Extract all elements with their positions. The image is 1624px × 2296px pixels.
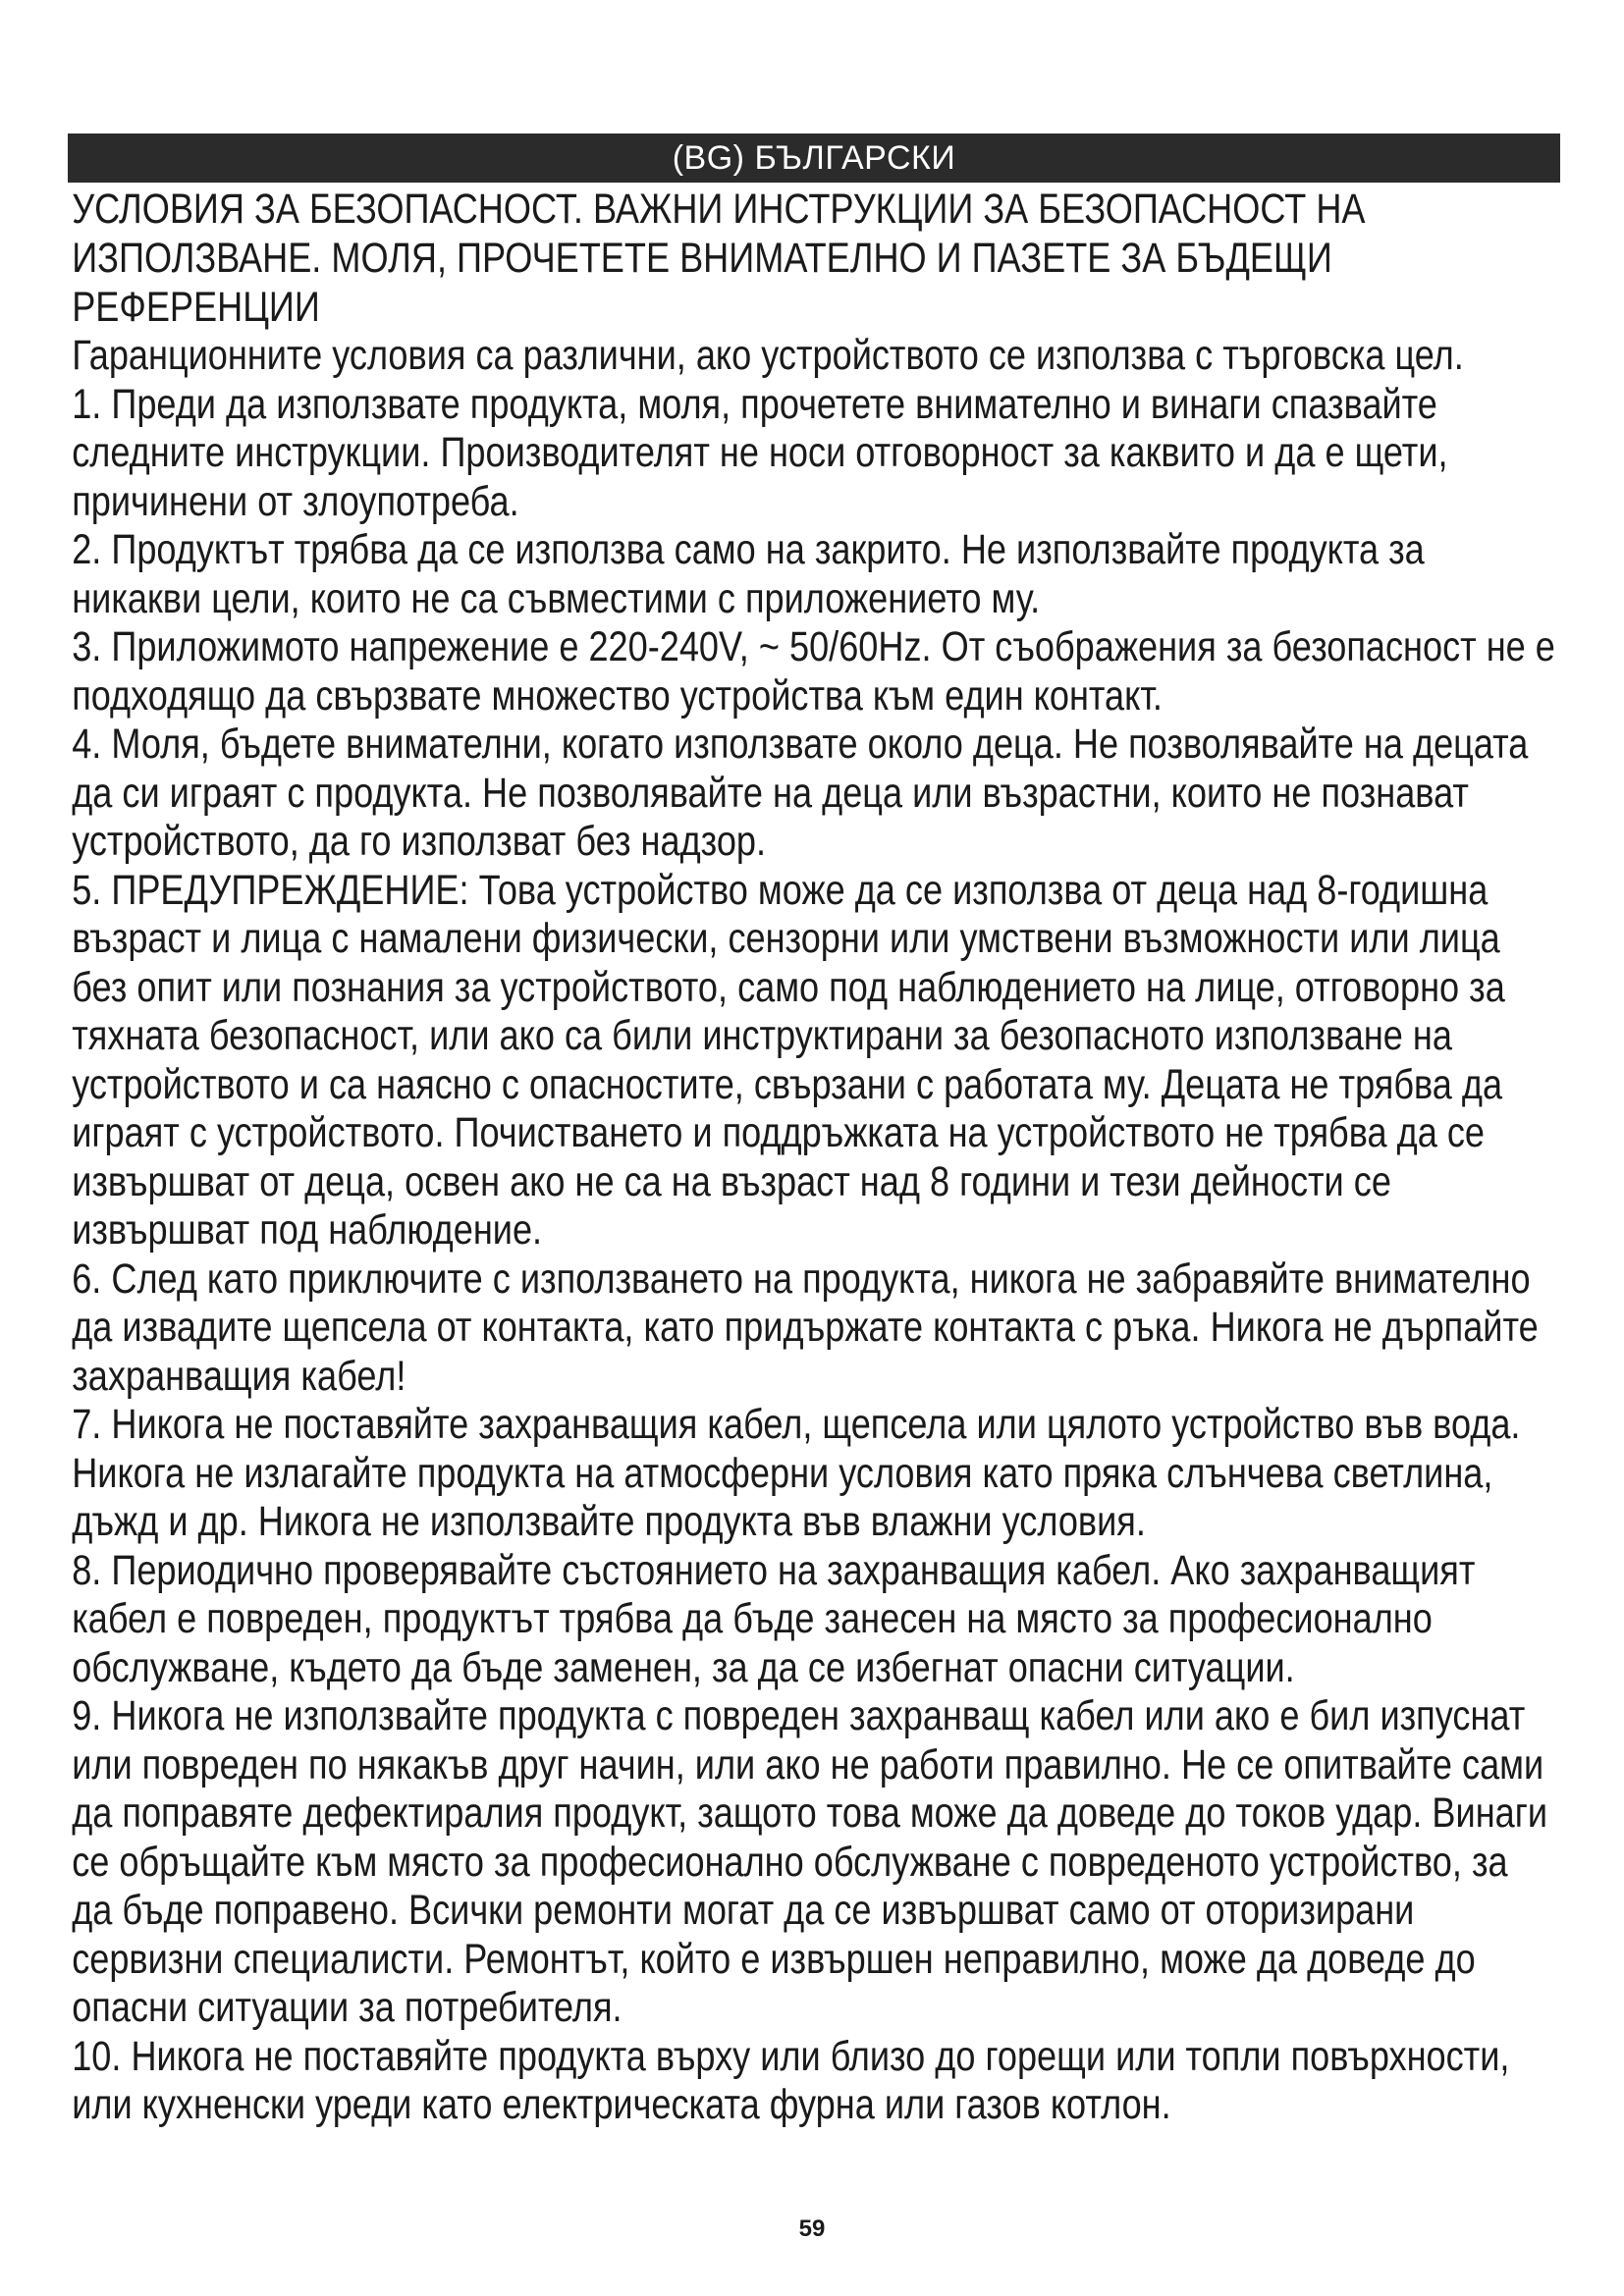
instruction-item-8: 8. Периодично проверявайте състоянието на захранващия кабел. Ако захранващият кабел е повреден, продуктът трябва да бъде занесен на място за професионално обслужване, където да бъде заменен, за да се избегнат опасни ситуации. <box>72 1546 1476 1691</box>
instruction-item-6: 6. След като приключите с използването на продукта, никога не забравяйте внимателно да извадите щепсела от контакта, като придържате контакта с ръка. Никога не дърпайте захранващия кабел! <box>72 1255 1539 1400</box>
instruction-item-9: 9. Никога не използвайте продукта с повреден захранващ кабел или ако е бил изпуснат или повреден по някакъв друг начин, или ако не работи правилно. Не се опитвайте сами да поправяте дефектиралия продукт, защото това може да доведе до токов удар. Винаги се обръщайте към място за професионално обслужване с повреденото устройство, за да бъде поправено. Всички ремонти могат да се извършват само от оторизирани сервизни специалисти. Ремонтът, който е извършен неправилно, може да доведе до опасни ситуации за потребителя. <box>72 1692 1548 2031</box>
instruction-item-5: 5. ПРЕДУПРЕЖДЕНИЕ: Това устройство може да се използва от деца над 8-годишна възраст и лица с намалени физически, сензорни или умствени възможности или лица без опит или познания за устройството, само под наблюдението на лице, отговорно за тяхната безопасност, или ако са били инструктирани за безопасното използване на устройството и са наясно с опасностите, свързани с работата му. Децата не трябва да играят с устройството. Почистването и поддръжката на устройството не трябва да се извършват от деца, освен ако не са на възраст над 8 години и тези дейности се извършват под наблюдение. <box>72 866 1505 1254</box>
language-label: (BG) БЪЛГАРСКИ <box>672 139 956 177</box>
instruction-item-4: 4. Моля, бъдете внимателни, когато използвате около деца. Не позволявайте на децата да си играят с продукта. Не позволявайте на деца или възрастни, които не познават устройството, да го използват без надзор. <box>72 721 1529 865</box>
manual-page <box>68 133 1560 2130</box>
instruction-item-3: 3. Приложимото напрежение е 220-240V, ~ 50/60Hz. От съображения за безопасност не е подходящо да свързвате множество устройства към един контакт. <box>72 623 1555 720</box>
language-header-bar <box>68 133 1560 183</box>
safety-instructions <box>68 185 1560 2130</box>
instruction-item-1: 1. Преди да използвате продукта, моля, прочетете внимателно и винаги спазвайте следните инструкции. Производителят не носи отговорност за каквито и да е щети, причинени от злоупотреба. <box>72 380 1448 525</box>
instruction-item-10: 10. Никога не поставяйте продукта върху или близо до горещи или топли повърхности, или кухненски уреди като електрическата фурна или газов котлон. <box>72 2032 1510 2128</box>
instruction-item-7: 7. Никога не поставяйте захранващия кабел, щепсела или цялото устройство във вода. Никога не излагайте продукта на атмосферни условия като пряка слънчева светлина, дъжд и др. Никога не използвайте продукта във влажни условия. <box>72 1401 1521 1545</box>
instruction-item-2: 2. Продуктът трябва да се използва само на закрито. Не използвайте продукта за никакви цели, които не са съвместими с приложението му. <box>72 526 1425 622</box>
page-number: 59 <box>798 2216 826 2242</box>
warranty-note: Гаранционните условия са различни, ако устройството се използва с търговска цел. <box>72 332 1464 379</box>
section-title: УСЛОВИЯ ЗА БЕЗОПАСНОСТ. ВАЖНИ ИНСТРУКЦИИ ЗА БЕЗОПАСНОСТ НА ИЗПОЛЗВАНЕ. МОЛЯ, ПРОЧЕТЕТЕ ВНИМАТЕЛНО И ПАЗЕТЕ ЗА БЪДЕЩИ РЕФЕРЕНЦИИ <box>72 186 1366 331</box>
